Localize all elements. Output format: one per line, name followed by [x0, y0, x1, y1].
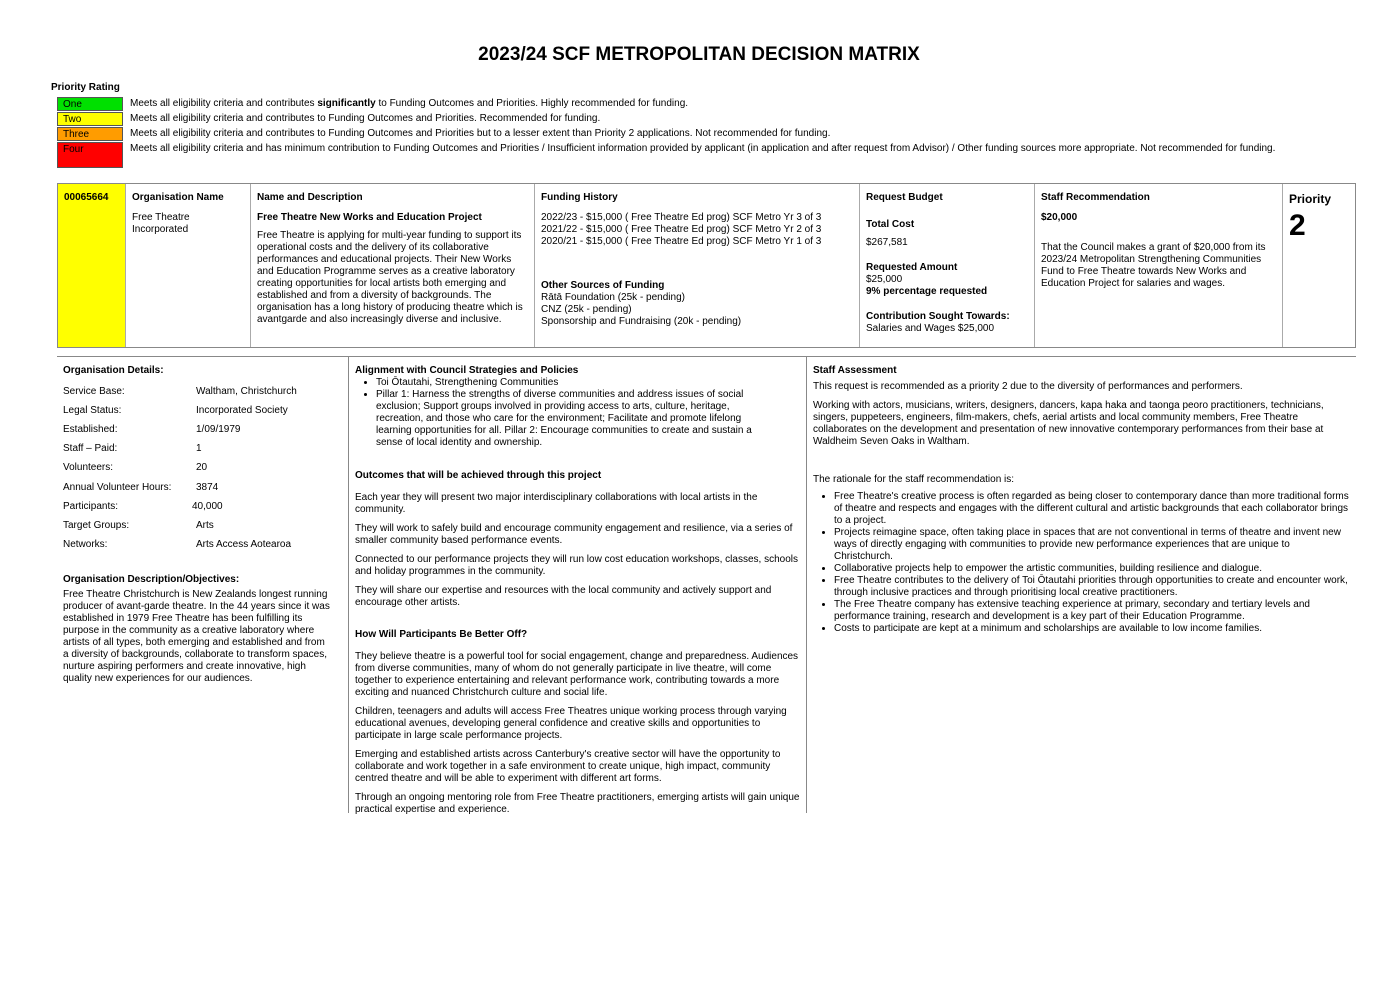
application-table [57, 183, 1356, 348]
staff-assessment-intro: This request is recommended as a priority 2 due to the diversity of performances and performers. [813, 381, 1243, 392]
rationale-list [813, 491, 1350, 635]
other-source-item: Sponsorship and Fundraising (20k - pending) [541, 316, 742, 327]
funding-history-list [541, 212, 853, 248]
priority-text-one: Meets all eligibility criteria and contributes significantly to Funding Outcomes and Priorities. Highly recommended for funding. [130, 98, 689, 109]
staff-assessment-heading: Staff Assessment [813, 365, 897, 376]
alignment-item: • Pillar 1: Harness the strengths of diverse communities and address issues of social exclusion; Support groups involved in providing access to arts, culture, heritage, recreation, and those who care for the environment; Facilitate and promote lifelong learning opportunities for all. Pillar 2: Encourage communities to create and sustain a sense of local identity and ownership. [376, 389, 776, 449]
better-off-heading: How Will Participants Be Better Off? [355, 629, 528, 640]
other-source-item: CNZ (25k - pending) [541, 304, 632, 315]
staff-assessment-paragraph: Working with actors, musicians, writers, designers, dancers, kapa haka and taonga peoro practitioners, technicians, singers, puppeteers, engineers, film-makers, chefs, aerial artists and local community members, Free Theatre collaborates on the development and presentation of new innovative contemporary performances from their base at Waldheim Seven Oaks in Waltham. [813, 400, 1324, 447]
priority-swatch-one: One [57, 97, 123, 111]
contribution-value: Salaries and Wages $25,000 [866, 323, 995, 334]
alignment-column [348, 357, 806, 813]
outcome-paragraph: They will share our expertise and resources with the local community and actively support and encourage other artists. [355, 585, 772, 608]
funding-history-cell [534, 184, 859, 347]
funding-history-item: 2021/22 - $15,000 ( Free Theatre Ed prog) SCF Metro Yr 2 of 3 [541, 224, 822, 235]
priority-text-four: Meets all eligibility criteria and has minimum contribution to Funding Outcomes and Priorities / Insufficient information provided by applicant (in application and after request from Advisor) / Other funding sources more appropriate. Not recommended for funding. [130, 143, 1276, 154]
funding-history-item: 2022/23 - $15,000 ( Free Theatre Ed prog) SCF Metro Yr 3 of 3 [541, 212, 822, 223]
requested-amount-value: $25,000 [866, 274, 903, 285]
priority-text-three: Meets all eligibility criteria and contributes to Funding Outcomes and Priorities but to a lesser extent than Priority 2 applications. Not recommended for funding. [130, 128, 831, 139]
rationale-item: • The Free Theatre company has extensive teaching experience at primary, secondary and tertiary levels and performance training, research and development is a key part of their Education Programme. [834, 599, 1350, 623]
application-id-cell [58, 184, 125, 347]
rationale-item: • Free Theatre's creative process is often regarded as being closer to contemporary dance than more traditional forms of theatre and respects and engages with the different cultural and artistic backgrounds that each collaborator brings to a project. [834, 491, 1350, 527]
project-name: Free Theatre New Works and Education Project [257, 212, 482, 223]
request-budget-cell [859, 184, 1034, 347]
priority-heading: Priority [1289, 192, 1332, 206]
priority-cell [1282, 184, 1356, 347]
priority-rating-row-four [57, 142, 1317, 170]
application-id: 00065664 [64, 192, 109, 203]
priority-value: 2 [1289, 209, 1306, 242]
priority-swatch-four: Four [57, 142, 123, 168]
total-cost-label: Total Cost [866, 219, 915, 230]
priority-swatch-three: Three [57, 127, 123, 141]
description-heading: Name and Description [257, 192, 363, 203]
org-details-column: Organisation Details: Service Base: Waltham, Christchurch Legal Status: Incorporated Society Established: 1/09/1979 Staff – Paid: 1 Volunteers: 20 Annual Volunteer Hours: 3874 Participants: 40,000 Target Groups: Arts Networks: Arts Access Aotearoa Organisation Description/Objectives: Free Theatre Christchurch is New Zealands longest running producer of avant-garde theatre. In the 44 years since it was established in 1979 Free Theatre has been fulfilling its purpose in the community as a creative laboratory where artists of all types, both emerging and established and from a diversity of backgrounds, collaborate to transform spaces, nurture aspiring performers and create innovative, high quality new experiences for our audiences. [57, 357, 348, 813]
percentage-requested: 9% percentage requested [866, 286, 988, 297]
outcome-paragraph: They will work to safely build and encourage community engagement and resilience, via a series of smaller community based performance events. [355, 523, 793, 546]
org-description: Free Theatre Christchurch is New Zealands longest running producer of avant-garde theatre. In the 44 years since it was established in 1979 Free Theatre has been fulfilling its purpose in the community as a creative laboratory where artists of all types, both emerging and established and from a diversity of backgrounds, collaborate to transform spaces, nurture aspiring performers and create innovative, high quality new experiences for our audiences. [63, 589, 330, 684]
better-off-paragraph: They believe theatre is a powerful tool for social engagement, change and preparedness. Audiences from diverse communities, many of whom do not generally participate in live theatre, will come together to experience entertaining and relevant performance work, contributing towards a more exciting and nuanced Christchurch culture and social life. [355, 651, 799, 698]
funding-history-item: 2020/21 - $15,000 ( Free Theatre Ed prog) SCF Metro Yr 1 of 3 [541, 236, 822, 247]
priority-rating-row-three [57, 127, 1317, 141]
better-off-paragraph: Children, teenagers and adults will access Free Theatres unique working process through varying educational avenues, developing general confidence and creative skills and opportunities to participate in large scale performance projects. [355, 706, 787, 741]
assessment-section [57, 356, 1356, 813]
org-name-heading: Organisation Name [132, 192, 224, 203]
other-sources-heading: Other Sources of Funding [541, 280, 665, 291]
staff-recommendation-cell [1034, 184, 1282, 347]
contribution-label: Contribution Sought Towards: [866, 311, 1010, 322]
description-cell [250, 184, 534, 347]
better-off-paragraph: Emerging and established artists across Canterbury's creative sector will have the opportunity to collaborate and work together in a safe environment to create unique, high impact, community centred theatre and will be able to experiment with different art forms. [355, 749, 781, 784]
alignment-heading: Alignment with Council Strategies and Policies [355, 365, 579, 376]
priority-text-two: Meets all eligibility criteria and contributes to Funding Outcomes and Priorities. Recommended for funding. [130, 113, 601, 124]
org-description-heading: Organisation Description/Objectives: [63, 574, 240, 585]
outcomes-heading: Outcomes that will be achieved through this project [355, 470, 602, 481]
outcome-paragraph: Each year they will present two major interdisciplinary collaborations with local artists in the community. [355, 492, 758, 515]
request-budget-heading: Request Budget [866, 192, 943, 203]
alignment-list [355, 377, 800, 449]
outcome-paragraph: Connected to our performance projects they will run low cost education workshops, classes, schools and holiday programmes in the community. [355, 554, 798, 577]
better-off-paragraph: Through an ongoing mentoring role from Free Theatre practitioners, emerging artists will gain unique practical expertise and experience. [355, 792, 800, 815]
project-description: Free Theatre is applying for multi-year funding to support its operational costs and the delivery of its collaborative performances and educational projects. Their New Works and Education Programme serves as a creative laboratory creating opportunities for local artists both emerging and established and from a diversity of backgrounds. The organisation has a long history of producing theatre which is avantgarde and also increasingly diverse and inclusive. [257, 230, 523, 325]
staff-recommendation-heading: Staff Recommendation [1041, 192, 1150, 203]
staff-recommendation-text: That the Council makes a grant of $20,000 from its 2023/24 Metropolitan Strengthening Communities Fund to Free Theatre towards New Works and Education Project for salaries and wages. [1041, 242, 1266, 289]
rationale-item: • Projects reimagine space, often taking place in spaces that are not conventional in terms of theatre and invent new ways of directly engaging with communities to provide new performance experiences that are unique to Christchurch. [834, 527, 1350, 563]
priority-swatch-two: Two [57, 112, 123, 126]
total-cost-value: $267,581 [866, 237, 908, 248]
other-source-item: Rātā Foundation (25k - pending) [541, 292, 685, 303]
org-name: Free Theatre Incorporated [132, 212, 190, 235]
funding-history-heading: Funding History [541, 192, 618, 203]
rationale-item: • Costs to participate are kept at a minimum and scholarships are available to low income families. [834, 623, 1350, 635]
priority-rating-row-two [57, 112, 1317, 126]
alignment-item: • Toi Ōtautahi, Strengthening Communities [376, 377, 800, 389]
staff-assessment-column [806, 357, 1356, 813]
org-name-cell [125, 184, 250, 347]
staff-recommendation-amount: $20,000 [1041, 212, 1078, 223]
rationale-item: • Collaborative projects help to empower the artistic communities, building resilience and dialogue. [834, 563, 1350, 575]
priority-rating-heading: Priority Rating [51, 82, 120, 93]
priority-rating-row-one [57, 97, 1317, 111]
requested-amount-label: Requested Amount [866, 262, 958, 273]
org-details-heading: Organisation Details: [63, 365, 164, 376]
page-title: 2023/24 SCF METROPOLITAN DECISION MATRIX [478, 44, 920, 65]
rationale-heading: The rationale for the staff recommendation is: [813, 474, 1015, 485]
rationale-item: • Free Theatre contributes to the delivery of Toi Ōtautahi priorities through opportunities to create and encounter work, through inclusive practices and through prioritising local creative practitioners. [834, 575, 1350, 599]
